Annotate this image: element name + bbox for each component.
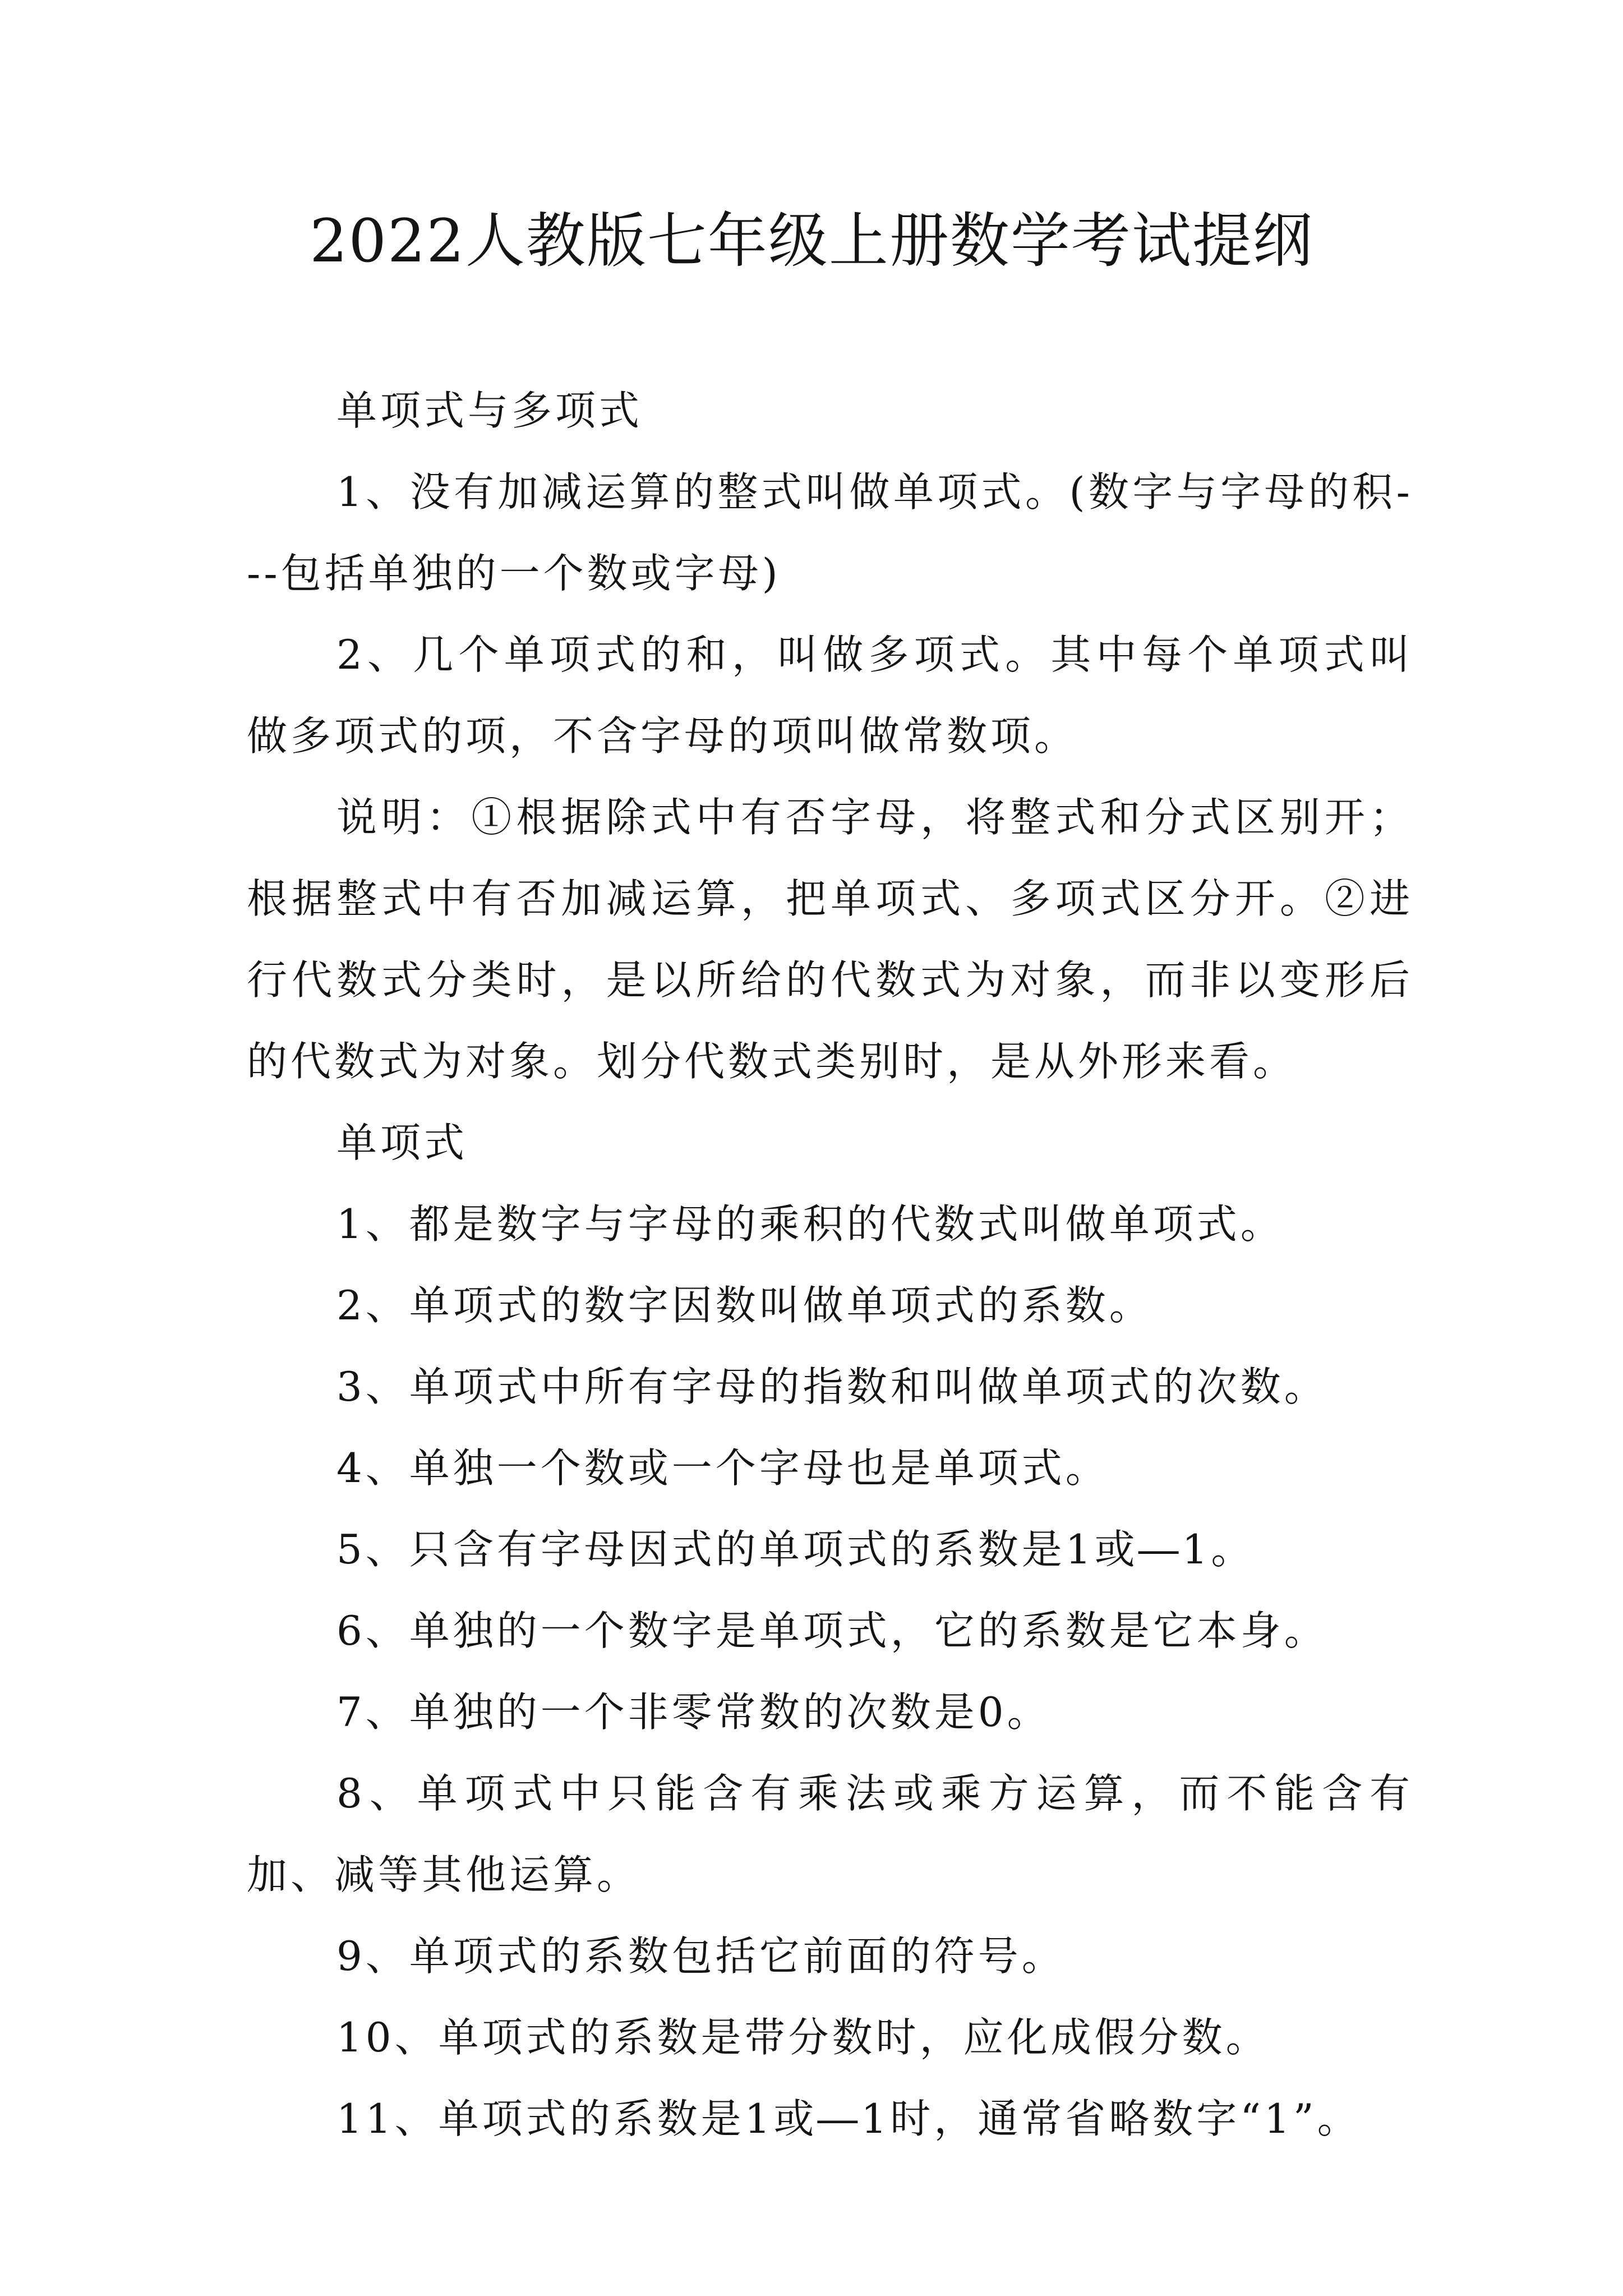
list-item: 9、单项式的系数包括它前面的符号。 [336,1932,1066,1980]
list-item: 7、单独的一个非零常数的次数是0。 [336,1688,1051,1736]
paragraph-note: 说明：①根据除式中有否字母，将整式和分式区别开；根据整式中有否加减运算，把单项式、多项式区分开。②进行代数式分类时，是以所给的代数式为对象，而非以变形后的代数式为对象。划分代数式类别时，是从外形来看。 [247,794,1413,1085]
section-heading-monomial: 单项式 [336,1119,468,1166]
paragraph: 1、没有加减运算的整式叫做单项式。(数字与字母的积---包括单独的一个数或字母) [247,468,1413,597]
list-item: 6、单独的一个数字是单项式，它的系数是它本身。 [336,1607,1328,1654]
section-heading-monomial-polynomial: 单项式与多项式 [336,387,643,434]
list-item: 1、都是数字与字母的乘积的代数式叫做单项式。 [336,1200,1284,1248]
document-title: 2022人教版七年级上册数学考试提纲 [310,206,1313,275]
document-body [247,370,1413,2160]
list-item: 8、单项式中只能含有乘法或乘方运算，而不能含有加、减等其他运算。 [247,1770,1413,1898]
list-item: 5、只含有字母因式的单项式的系数是1或―1。 [336,1526,1255,1573]
list-item: 3、单项式中所有字母的指数和叫做单项式的次数。 [336,1363,1328,1410]
list-item: 4、单独一个数或一个字母也是单项式。 [336,1444,1109,1492]
paragraph: 2、几个单项式的和，叫做多项式。其中每个单项式叫做多项式的项，不含字母的项叫做常数项。 [247,631,1413,760]
list-item: 2、单项式的数字因数叫做单项式的系数。 [336,1282,1153,1329]
list-item: 11、单项式的系数是1或―1时，通常省略数字“1”。 [336,2095,1361,2142]
list-item: 10、单项式的系数是带分数时，应化成假分数。 [336,2014,1270,2061]
